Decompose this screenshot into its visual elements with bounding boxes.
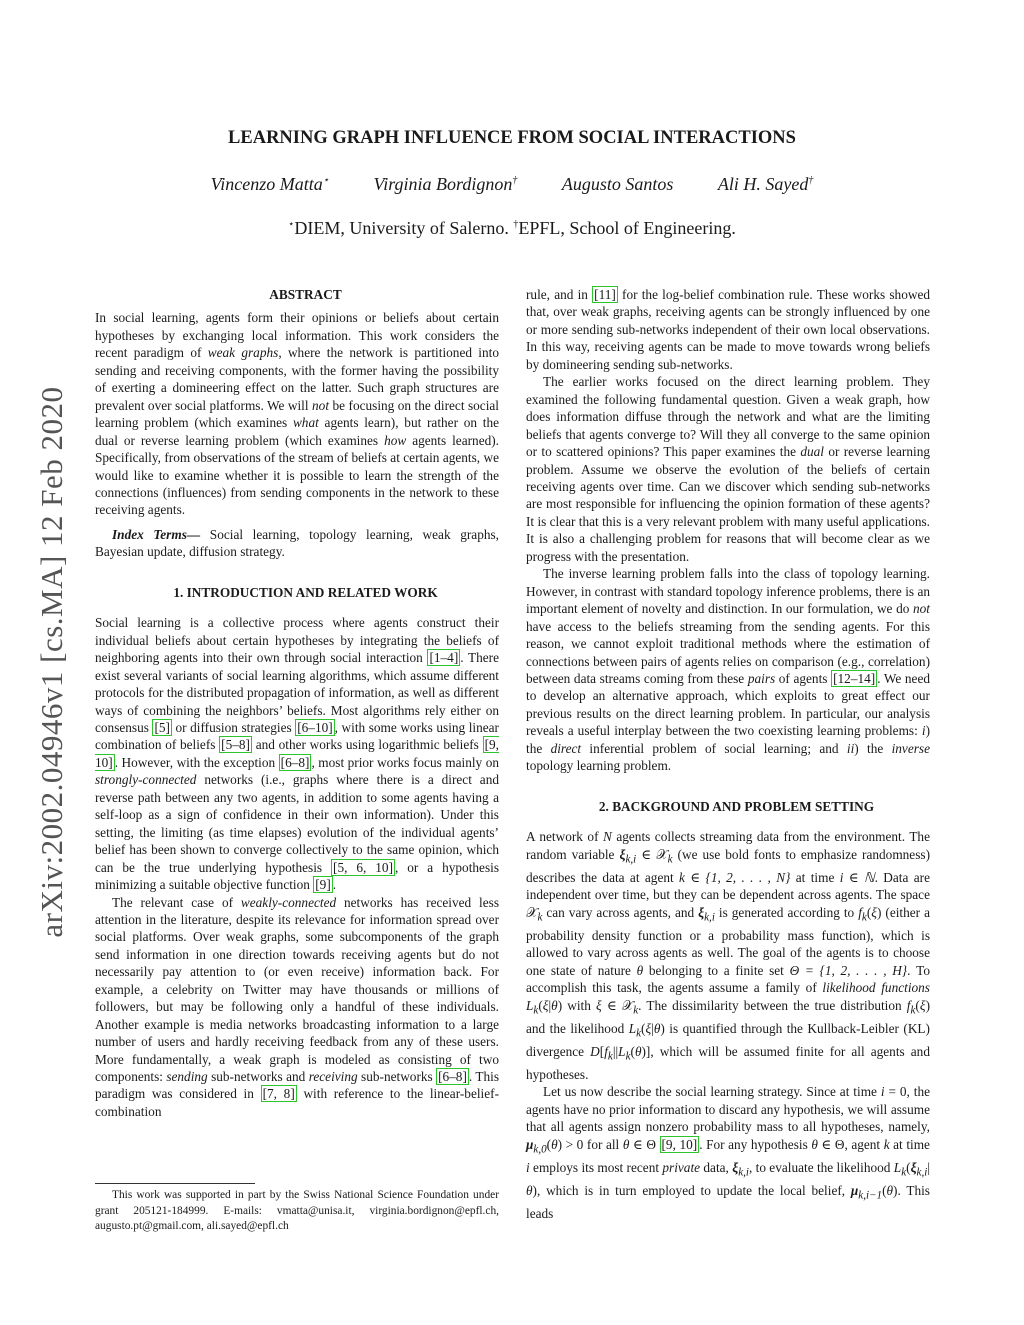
author: Virginia Bordignon† <box>373 174 518 194</box>
author-list <box>0 174 1024 195</box>
arxiv-identifier: arXiv:2002.04946v1 [cs.MA] 12 Feb 2020 <box>34 386 69 938</box>
abstract-text: In social learning, agents form their opinions or beliefs about certain hypotheses by exchanging local information. This work considers the recent paradigm of weak graphs, where the network is partitioned into sending and receiving components, with the former having the possibility of exerting a domineering effect on the latter. Such graph structures are prevalent over social platforms. We will not be focusing on the direct social learning problem (which examines what agents learn), but rather on the dual or reverse learning problem (which examines how agents learned). Specifically, from observations of the stream of beliefs at certain agents, we would like to examine whether it is possible to learn the strength of the connections (influences) from sending components in the network to these receiving agents. <box>95 310 500 518</box>
background-paragraph-2: Let us now describe the social learning strategy. Since at time i = 0, the agents have no prior information to discard any hypothesis, we will assume that all agents assign nonzero probability mass to all hypotheses, namely, $\mu_{k,0}(\theta) > 0$ for all θ ∈ Θ [9, 10] . For any hypothesis θ ∈ Θ, agent k at time i employs its most recent private data, $\xi_{k,i}$, to evaluate the likelihood $L_k(\xi_{k,i}|\theta)$, which is in turn employed to update the local belief, $\mu_{k,i-1}(\theta)$. This leads <box>526 1084 930 1221</box>
intro-paragraph-1: Social learning is a collective process where agents construct their individual beliefs about certain hypotheses by integrating the beliefs of neighboring agents into their own through social interaction [1–4] . There exist several variants of social learning algorithms, which assume different protocols for the distributed propagation of information, as well as different ways of combining the neighbors’ beliefs. Most algorithms rely either on consensus [5] or diffusion strategies [6–10] , with some works using linear combination of beliefs [5–8] and other works using logarithmic beliefs [9, 10] . However, with the exception [6–8] , most prior works focus mainly on strongly-connected networks (i.e., graphs where there is a direct and reverse path between any two agents, in addition to some agents having a self-loop as a sign of confidence in their own information). Under this setting, the limiting (as time elapses) evolution of the individual agents’ belief has been shown to converge collectively to the same opinion, which can be the true underlying hypothesis [5, 6, 10] , or a hypothesis minimizing a suitable objective function [9] . <box>95 615 499 893</box>
index-terms: Index Terms— Social learning, topology learning, weak graphs, Bayesian update, diffusion strategy. <box>95 526 499 560</box>
citation-link[interactable]: [9, 10] <box>95 737 499 770</box>
citation-link[interactable]: [1–4] <box>429 650 459 666</box>
background-paragraph-1: A network of N agents collects streaming data from the environment. The random variable $\xi_{k,i}$ ∈ 𝒳$_k$ (we use bold fonts to emphasize randomness) describes the data at agent k ∈ {1, 2, . . . , N} at time i ∈ ℕ. Data are independent over time, but they can be dependent across agents. The space 𝒳$_k$ can vary across agents, and $\xi_{k,i}$ is generated according to $f_k(\xi)$ (either a probability density function or a probability mass function), which is allowed to vary across agents as well. The goal of the agents is to choose one state of nature θ belonging to a finite set Θ = {1, 2, . . . , H}. To accomplish this task, the agents assume a family of likelihood functions $L_k(\xi|\theta)$ with ξ ∈ 𝒳$_k$. The dissimilarity between the true distribution $f_k(\xi)$ and the likelihood $L_k(\xi|\theta)$ is quantified through the Kullback-Leibler (KL) divergence $D[f_k||L_k(\theta)]$, which will be assumed finite for all agents and hypotheses. <box>526 829 930 1082</box>
author: Ali H. Sayed† <box>717 174 814 194</box>
intro-paragraph-4: The earlier works focused on the direct learning problem. They examined the following fundamental question. Given a weak graph, how does information diffuse through the network and what are the limiting beliefs that agents converge to? Will they all converge to the same opinion or to scattered opinions? This paper examines the dual or reverse learning problem. Assume we observe the evolution of the beliefs of certain receiving agents over time. Can we discover which sending sub-networks are most responsible for influencing the opinion formation of these agents? It is clear that this is a very relevant problem with many useful applications. It is also a challenging problem for reasons that will become clear as we progress with the presentation. <box>526 374 930 564</box>
intro-paragraph-3: rule, and in [11] for the log-belief combination rule. These works showed that, over weak graphs, receiving agents can be strongly influenced by one or more sending sub-networks independent of their own local observations. In this way, receiving agents can be made to move towards wrong beliefs by domineering sending sub-networks. <box>526 287 930 372</box>
citation-link[interactable]: [6–10] <box>297 719 333 735</box>
affiliations: ⋆DIEM, University of Salerno. †EPFL, School of Engineering. <box>288 218 736 238</box>
section-1-heading: 1. INTRODUCTION AND RELATED WORK <box>173 584 438 600</box>
citation-link[interactable]: [7, 8] <box>262 1086 295 1102</box>
author: Vincenzo Matta⋆ <box>210 174 330 194</box>
intro-paragraph-5: The inverse learning problem falls into the class of topology learning. However, in contrast with standard topology inference problems, there is an important element of novelty and distinction. In our formulation, we do not have access to the beliefs streaming from the sending agents. For this reason, we cannot exploit traditional methods where the estimation of connections between pairs of agents relies on comparison (e.g., correlation) between data streams coming from these pairs of agents [12–14] . We need to develop an alternative approach, which exploits to great effect our previous results on the direct learning problem. In particular, our analysis reveals a useful interplay between the two coexisting learning problems: i) the direct inferential problem of social learning; and ii) the inverse topology learning problem. <box>526 566 930 774</box>
citation-link[interactable]: [11] <box>594 287 616 302</box>
right-column <box>526 286 930 1222</box>
section-2-heading: 2. BACKGROUND AND PROBLEM SETTING <box>598 798 875 814</box>
left-column <box>95 286 499 1120</box>
footnote: This work was supported in part by the Swiss National Science Foundation under grant 205121-184999. E-mails: vmatta@unisa.it, virginia.bordignon@epfl.ch, augusto.pt@gmail.com, ali.sayed@epfl.ch <box>95 1189 499 1232</box>
citation-link[interactable]: [9, 10] <box>661 1136 698 1152</box>
citation-link[interactable]: [12–14] <box>833 670 876 686</box>
footnote-rule <box>95 1183 255 1184</box>
abstract-heading: ABSTRACT <box>269 287 342 302</box>
intro-paragraph-2: The relevant case of weakly-connected networks has received less attention in the literature, despite its relevance for information spread over social platforms. Over weak graphs, some subcomponents of the graph send information in one direction towards receiving agents but do not necessarily pay attention to (or even receive) information back. For example, a celebrity on Twitter may have thousands or millions of followers, but may be following only a handful of these individuals. Another example is media networks broadcasting information to a large number of users and hardly receiving feedback from any of these users. More fundamentally, a weak graph is modeled as consisting of two components: sending sub-networks and receiving sub-networks [6–8] . This paradigm was considered in [7, 8] with reference to the linear-belief-combination <box>95 894 499 1119</box>
citation-link[interactable]: [6–8] <box>438 1069 467 1085</box>
author: Augusto Santos <box>561 174 674 194</box>
citation-link[interactable]: [6–8] <box>280 754 310 770</box>
paper-title: LEARNING GRAPH INFLUENCE FROM SOCIAL INTERACTIONS <box>228 128 796 148</box>
citation-link[interactable]: [5–8] <box>221 737 250 753</box>
citation-link[interactable]: [5, 6, 10] <box>333 859 393 875</box>
citation-link[interactable]: [5] <box>154 719 170 735</box>
citation-link[interactable]: [9] <box>315 877 331 893</box>
